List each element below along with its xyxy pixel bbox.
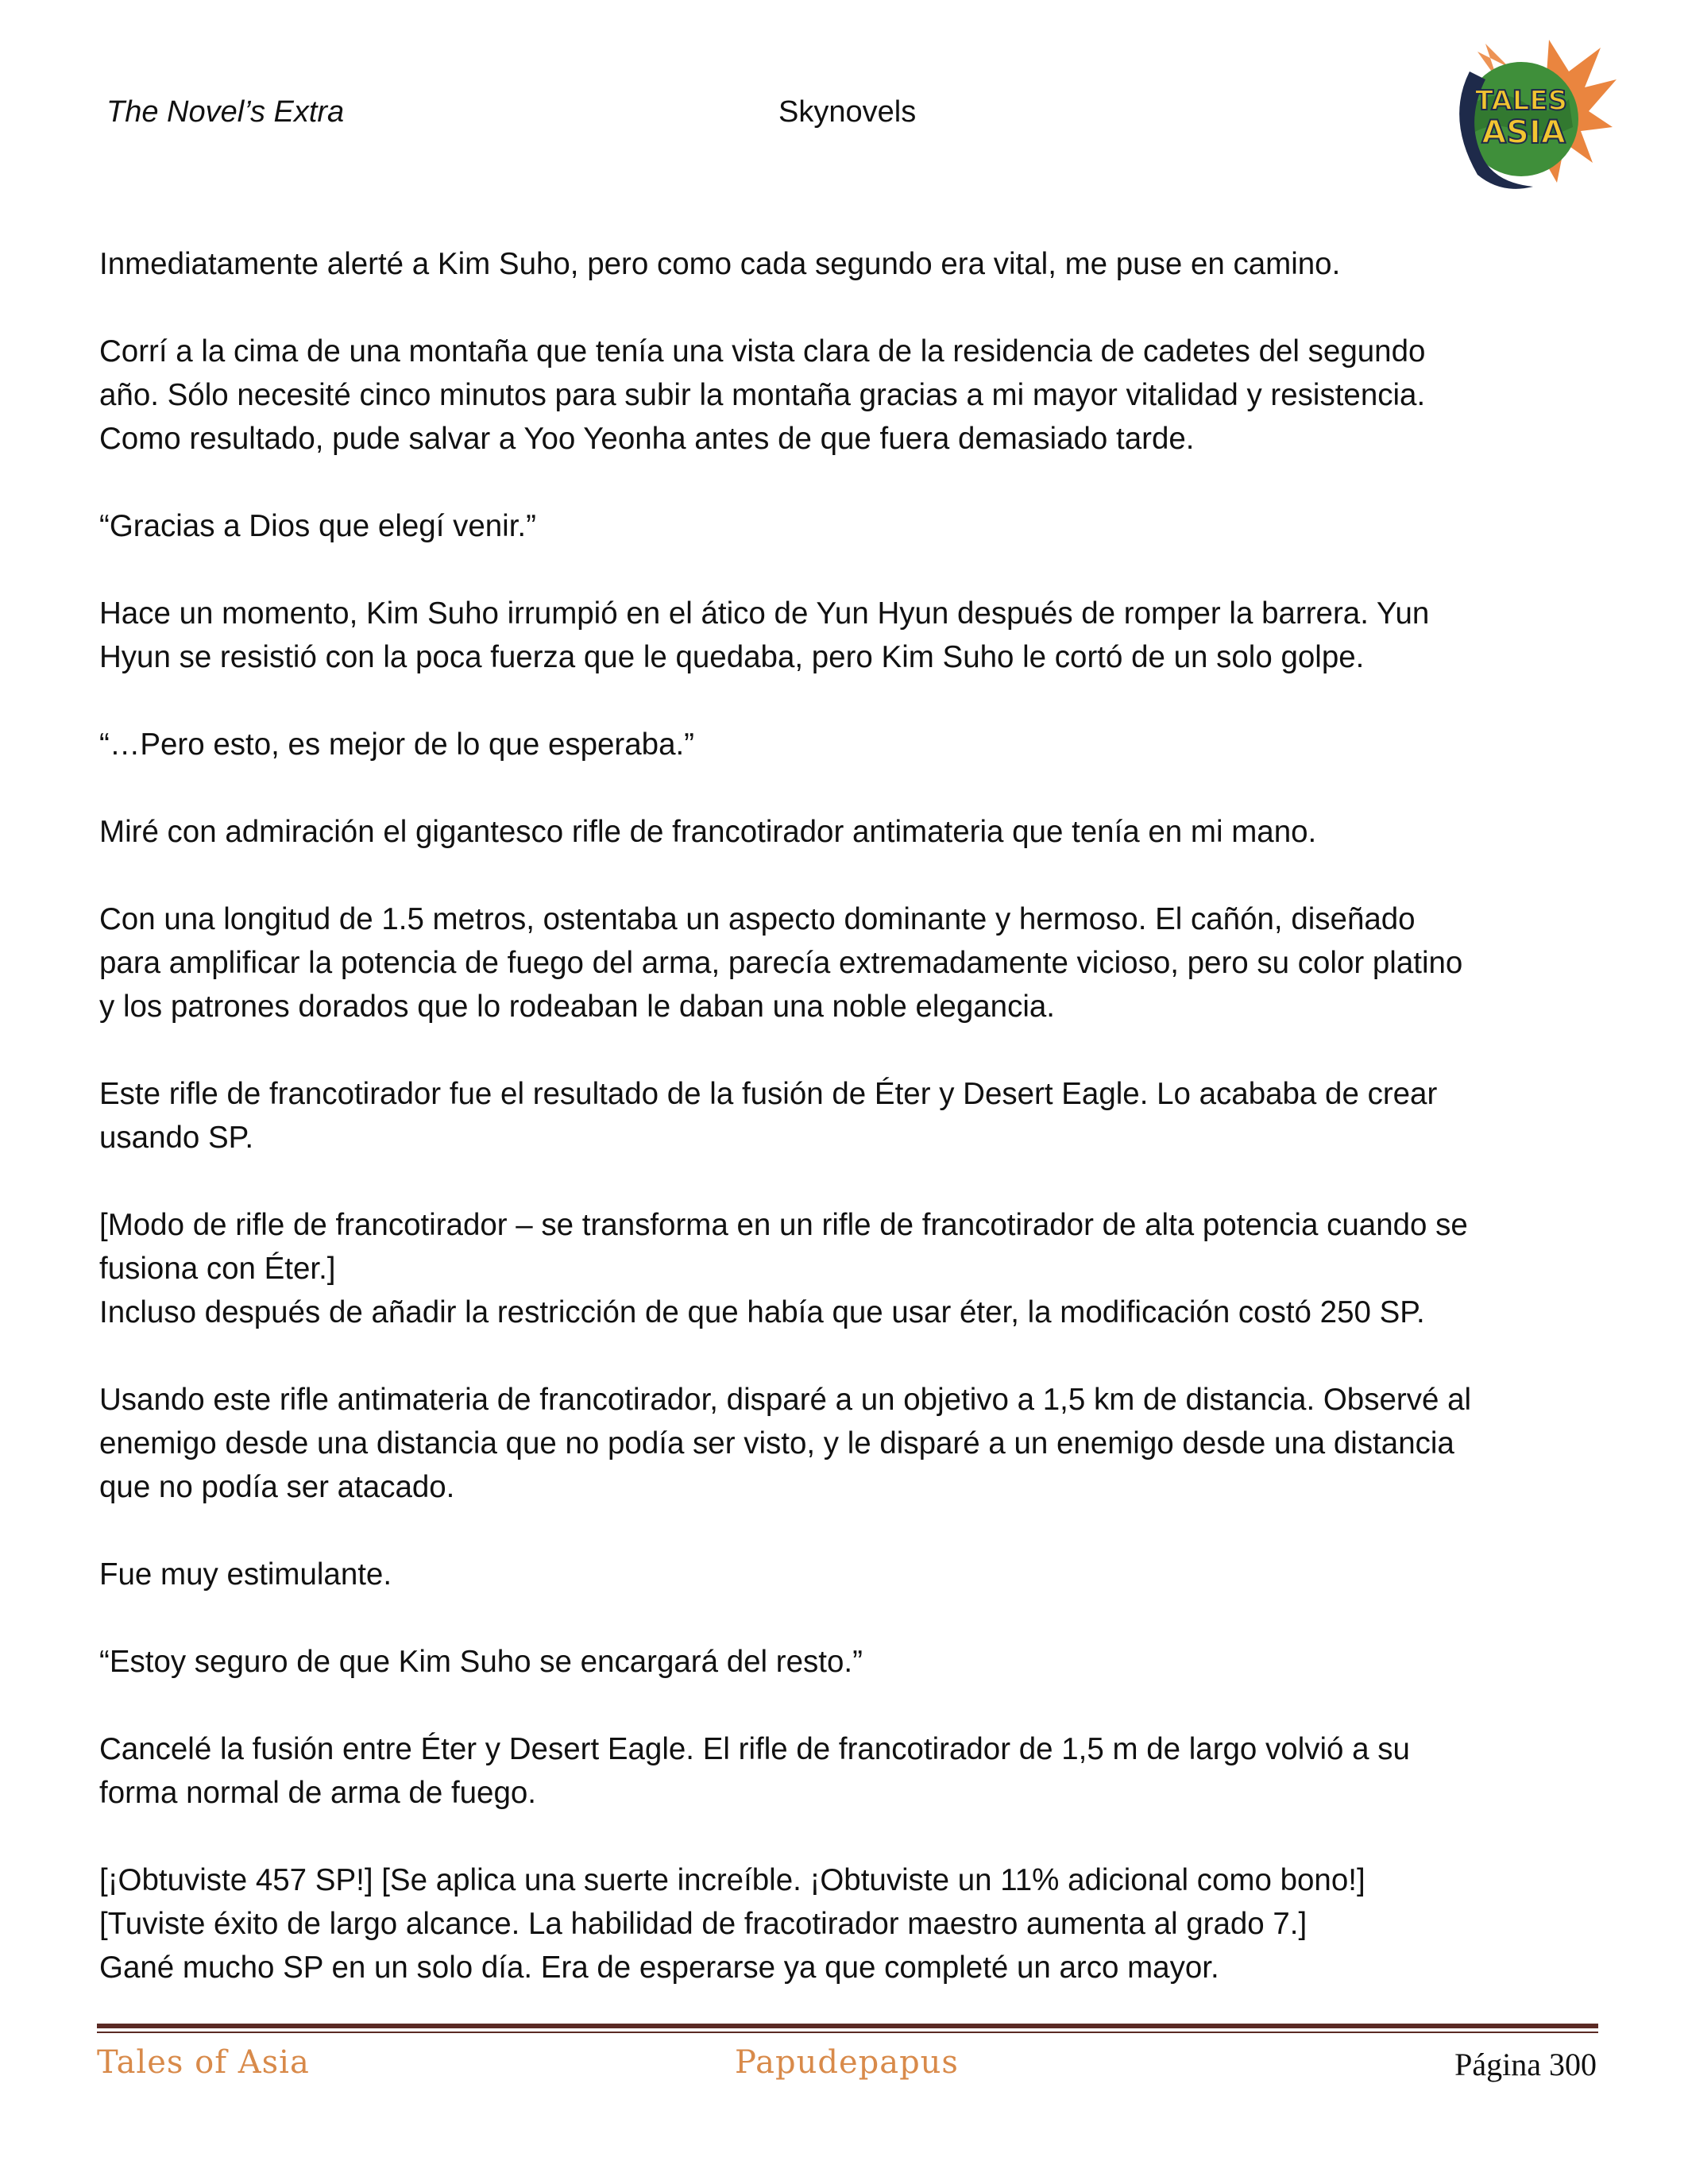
logo-word-tales: TALES xyxy=(1474,85,1568,117)
page-number: Página 300 xyxy=(1454,2047,1597,2082)
paragraph: Cancelé la fusión entre Éter y Desert Eagle. El rifle de francotirador de 1,5 m de largo volvió a su forma normal de arma de fuego. xyxy=(99,1732,1410,1810)
paragraph: Usando este rifle antimateria de francotirador, disparé a un objetivo a 1,5 km de distancia. Observé al enemigo desde una distancia que no podía ser visto, y le disparé a un enemigo desde una distancia que no podía ser atacado. xyxy=(99,1383,1472,1504)
chapter-body xyxy=(99,242,1593,2033)
footer-publisher: Tales of Asia xyxy=(97,2044,310,2081)
paragraph: Inmediatamente alerté a Kim Suho, pero como cada segundo era vital, me puse en camino. xyxy=(99,247,1341,281)
paragraph: Miré con admiración el gigantesco rifle de francotirador antimateria que tenía en mi mano. xyxy=(99,815,1317,849)
paragraph: [Modo de rifle de francotirador – se transforma en un rifle de francotirador de alta potencia cuando se fusiona con Éter.] Incluso después de añadir la restricción de que había que usar éter, la modificación costó 250 SP. xyxy=(99,1208,1468,1329)
paragraph: Con una longitud de 1.5 metros, ostentaba un aspecto dominante y hermoso. El cañón, diseñado para amplificar la potencia de fuego del arma, parecía extremadamente vicioso, pero su color platino y los patrones dorados que lo rodeaban le daban una noble elegancia. xyxy=(99,902,1463,1024)
paragraph: [¡Obtuviste 457 SP!] [Se aplica una suerte increíble. ¡Obtuviste un 11% adicional como bono!] [Tuviste éxito de largo alcance. La habilidad de fracotirador maestro aumenta al grado 7.] Gané mucho SP en un solo día. Era de esperarse ya que completé un arco mayor. xyxy=(99,1863,1365,1985)
paragraph: “Estoy seguro de que Kim Suho se encargará del resto.” xyxy=(99,1645,863,1679)
footer-translator: Papudepapus xyxy=(735,2044,959,2081)
paragraph: “Gracias a Dios que elegí venir.” xyxy=(99,509,536,543)
paragraph: Este rifle de francotirador fue el resultado de la fusión de Éter y Desert Eagle. Lo acababa de crear usando SP. xyxy=(99,1077,1438,1155)
book-title: The Novel’s Extra xyxy=(106,95,345,129)
tales-of-asia-logo xyxy=(1430,24,1620,206)
logo-emblem-icon xyxy=(1430,24,1620,206)
paragraph: Corrí a la cima de una montaña que tenía una vista clara de la residencia de cadetes del segundo año. Sólo necesité cinco minutos para subir la montaña gracias a mi mayor vitalidad y resistencia. Como resultado, pude salvar a Yoo Yeonha antes de que fuera demasiado tarde. xyxy=(99,334,1426,456)
paragraph: Hace un momento, Kim Suho irrumpió en el ático de Yun Hyun después de romper la barrera. Yun Hyun se resistió con la poca fuerza que le quedaba, pero Kim Suho le cortó de un solo golpe. xyxy=(99,596,1430,674)
paragraph: Fue muy estimulante. xyxy=(99,1557,392,1592)
logo-word-asia: ASIA xyxy=(1481,114,1566,151)
page-header xyxy=(0,0,1688,206)
footer-divider xyxy=(97,2024,1598,2033)
site-name: Skynovels xyxy=(778,95,917,129)
paragraph: “…Pero esto, es mejor de lo que esperaba.” xyxy=(99,727,695,762)
